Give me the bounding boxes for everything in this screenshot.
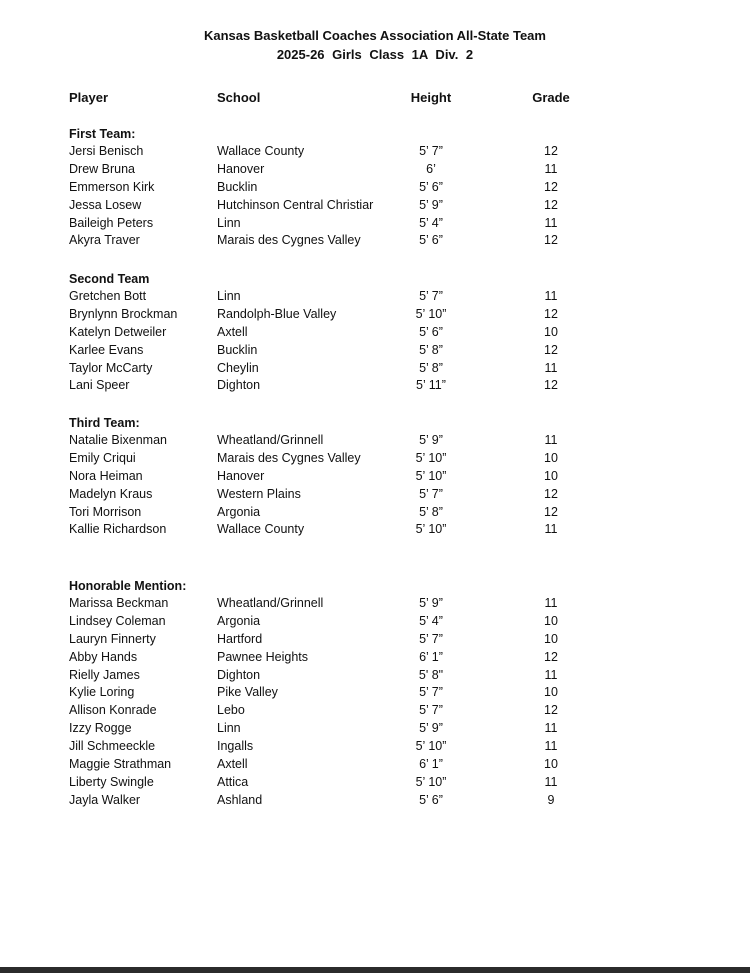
player-name: Nora Heiman (69, 468, 143, 483)
player-height: 5’ 6” (419, 324, 443, 339)
header-grade: Grade (532, 90, 570, 105)
player-grade: 12 (544, 378, 558, 393)
player-name: Jersi Benisch (69, 144, 144, 158)
player-name: Allison Konrade (69, 703, 157, 718)
header-player: Player (69, 90, 109, 105)
section-title (0, 270, 750, 288)
table-row (0, 161, 750, 179)
player-name: Lani Speer (69, 378, 130, 393)
player-height: 5’ 8” (419, 360, 443, 375)
school-name: Hartford (217, 631, 263, 646)
table-row (0, 468, 750, 486)
player-grade: 10 (544, 324, 558, 339)
player-grade: 12 (544, 233, 558, 248)
player-grade: 12 (544, 306, 558, 321)
school-name: Western Plains (217, 486, 301, 501)
player-grade: 11 (544, 739, 558, 754)
player-name: Lauryn Finnerty (69, 631, 156, 646)
school-name: Pike Valley (217, 685, 278, 700)
player-height: 6’ (426, 161, 436, 176)
section-title-text: Honorable Mention: (69, 579, 187, 593)
player-height: 5’ 9” (419, 596, 443, 610)
section-title (0, 577, 750, 595)
player-name: Natalie Bixenman (69, 433, 167, 447)
player-name: Jill Schmeeckle (69, 739, 156, 754)
school-name: Argonia (217, 504, 261, 519)
player-name: Jessa Losew (69, 197, 142, 212)
player-name: Drew Bruna (69, 161, 135, 176)
player-height: 5’ 10” (415, 468, 447, 483)
player-name: Kylie Loring (69, 685, 135, 700)
player-name: Liberty Swingle (69, 774, 154, 789)
school-name: Argonia (217, 613, 261, 628)
player-height: 5’ 11” (416, 378, 446, 393)
section-third-team (0, 414, 750, 539)
player-grade: 9 (547, 792, 555, 807)
player-height: 5’ 7” (419, 486, 443, 501)
school-name: Lebo (217, 703, 245, 718)
player-name: Brynlynn Brockman (69, 306, 178, 321)
table-row (0, 667, 750, 685)
section-title-text: First Team: (69, 127, 136, 141)
player-grade: 11 (544, 522, 558, 537)
player-height: 5’ 10” (415, 306, 447, 321)
player-name: Emmerson Kirk (69, 179, 155, 194)
player-height: 5’ 8” (419, 342, 443, 357)
player-height: 5’ 9” (419, 433, 443, 447)
school-name: Ashland (217, 792, 263, 807)
school-name: Bucklin (217, 342, 258, 357)
table-row (0, 684, 750, 702)
player-height: 5’ 6” (419, 233, 443, 248)
table-row (0, 432, 750, 450)
player-height: 5’ 10” (415, 450, 447, 465)
table-row (0, 143, 750, 161)
player-grade: 11 (544, 667, 558, 682)
player-grade: 11 (544, 215, 558, 230)
school-name: Hutchinson Central Christiar (217, 197, 374, 212)
section-title-text: Third Team: (69, 416, 140, 430)
player-grade: 10 (544, 631, 558, 646)
table-row (0, 306, 750, 324)
document-header (0, 26, 750, 64)
player-name: Taylor McCarty (69, 360, 153, 375)
school-name: Wheatland/Grinnell (217, 596, 324, 610)
player-name: Emily Criqui (69, 450, 136, 465)
player-grade: 11 (544, 596, 558, 610)
player-grade: 12 (544, 342, 558, 357)
table-row (0, 756, 750, 774)
player-name: Katelyn Detweiler (69, 324, 167, 339)
school-name: Linn (217, 215, 241, 230)
player-grade: 12 (544, 197, 558, 212)
table-row (0, 215, 750, 233)
player-name: Abby Hands (69, 649, 138, 664)
player-height: 5’ 4” (419, 613, 443, 628)
player-name: Gretchen Bott (69, 289, 147, 303)
table-row (0, 197, 750, 215)
school-name: Wallace County (217, 144, 305, 158)
player-height: 5’ 7” (419, 685, 443, 700)
player-height: 5’ 9” (419, 197, 443, 212)
document-subtitle: 2025-26 Girls Class 1A Div. 2 (276, 47, 474, 62)
school-name: Marais des Cygnes Valley (217, 233, 361, 248)
table-row (0, 504, 750, 522)
table-row (0, 486, 750, 504)
table-row (0, 232, 750, 250)
player-name: Karlee Evans (69, 342, 144, 357)
player-height: 5’ 8” (419, 504, 443, 519)
player-grade: 12 (544, 179, 558, 194)
school-name: Marais des Cygnes Valley (217, 450, 361, 465)
table-row (0, 342, 750, 360)
table-row (0, 631, 750, 649)
player-grade: 12 (544, 649, 558, 664)
player-grade: 11 (544, 360, 558, 375)
table-row (0, 360, 750, 378)
table-row (0, 702, 750, 720)
player-height: 5’ 10” (415, 522, 447, 537)
table-row (0, 774, 750, 792)
player-grade: 10 (544, 685, 558, 700)
table-row (0, 738, 750, 756)
player-name: Baileigh Peters (69, 215, 154, 230)
player-grade: 12 (544, 486, 558, 501)
player-grade: 12 (544, 144, 558, 158)
player-height: 6’ 1” (419, 757, 443, 772)
table-row (0, 521, 750, 539)
table-row (0, 792, 750, 810)
school-name: Wallace County (217, 522, 305, 537)
player-grade: 11 (544, 774, 558, 789)
player-grade: 11 (544, 289, 558, 303)
player-grade: 11 (544, 161, 558, 176)
player-name: Rielly James (69, 667, 140, 682)
page-bottom-edge (0, 967, 750, 973)
player-name: Maggie Strathman (69, 757, 172, 772)
player-grade: 11 (544, 721, 558, 736)
player-name: Jayla Walker (69, 792, 141, 807)
table-row (0, 324, 750, 342)
player-grade: 12 (544, 504, 558, 519)
school-name: Bucklin (217, 179, 258, 194)
player-name: Lindsey Coleman (69, 613, 166, 628)
player-name: Madelyn Kraus (69, 486, 153, 501)
player-height: 5’ 10” (415, 774, 447, 789)
player-height: 5’ 9” (419, 721, 443, 736)
player-name: Izzy Rogge (69, 721, 132, 736)
school-name: Dighton (217, 667, 261, 682)
player-height: 5’ 4” (419, 215, 443, 230)
player-grade: 12 (544, 703, 558, 718)
player-height: 5’ 7” (419, 289, 443, 303)
table-row (0, 720, 750, 738)
column-headers (0, 90, 750, 108)
header-school: School (217, 90, 261, 105)
player-grade: 10 (544, 757, 558, 772)
school-name: Cheylin (217, 360, 259, 375)
player-name: Tori Morrison (69, 504, 142, 519)
section-second-team (0, 270, 750, 395)
player-height: 5’ 7” (419, 703, 443, 718)
player-grade: 11 (544, 433, 558, 447)
player-height: 5’ 6” (419, 179, 443, 194)
player-name: Marissa Beckman (69, 596, 169, 610)
school-name: Attica (217, 774, 249, 789)
player-height: 5’ 7” (419, 631, 443, 646)
school-name: Linn (217, 721, 241, 736)
school-name: Axtell (217, 757, 248, 772)
school-name: Ingalls (217, 739, 254, 754)
section-title-text: Second Team (69, 272, 150, 286)
school-name: Randolph-Blue Valley (217, 306, 337, 321)
school-name: Pawnee Heights (217, 649, 309, 664)
school-name: Hanover (217, 468, 265, 483)
player-height: 5’ 6” (419, 792, 443, 807)
player-name: Akyra Traver (69, 233, 140, 248)
table-row (0, 613, 750, 631)
header-height: Height (410, 90, 452, 105)
table-row (0, 377, 750, 395)
document-title: Kansas Basketball Coaches Association All-State Team (204, 28, 546, 43)
player-grade: 10 (544, 468, 558, 483)
school-name: Hanover (217, 161, 265, 176)
school-name: Dighton (217, 378, 261, 393)
section-first-team (0, 125, 750, 250)
section-honorable-mention (0, 577, 750, 810)
section-title (0, 414, 750, 432)
school-name: Wheatland/Grinnell (217, 433, 324, 447)
player-height: 5’ 7” (419, 144, 443, 158)
player-grade: 10 (544, 613, 558, 628)
player-height: 5’ 10” (415, 739, 447, 754)
table-row (0, 595, 750, 613)
player-grade: 10 (544, 450, 558, 465)
table-row (0, 288, 750, 306)
table-row (0, 179, 750, 197)
player-height: 5' 8" (418, 667, 444, 682)
table-row (0, 450, 750, 468)
section-title (0, 125, 750, 143)
player-name: Kallie Richardson (69, 522, 167, 537)
school-name: Linn (217, 289, 241, 303)
player-height: 6’ 1” (419, 649, 443, 664)
table-row (0, 649, 750, 667)
school-name: Axtell (217, 324, 248, 339)
